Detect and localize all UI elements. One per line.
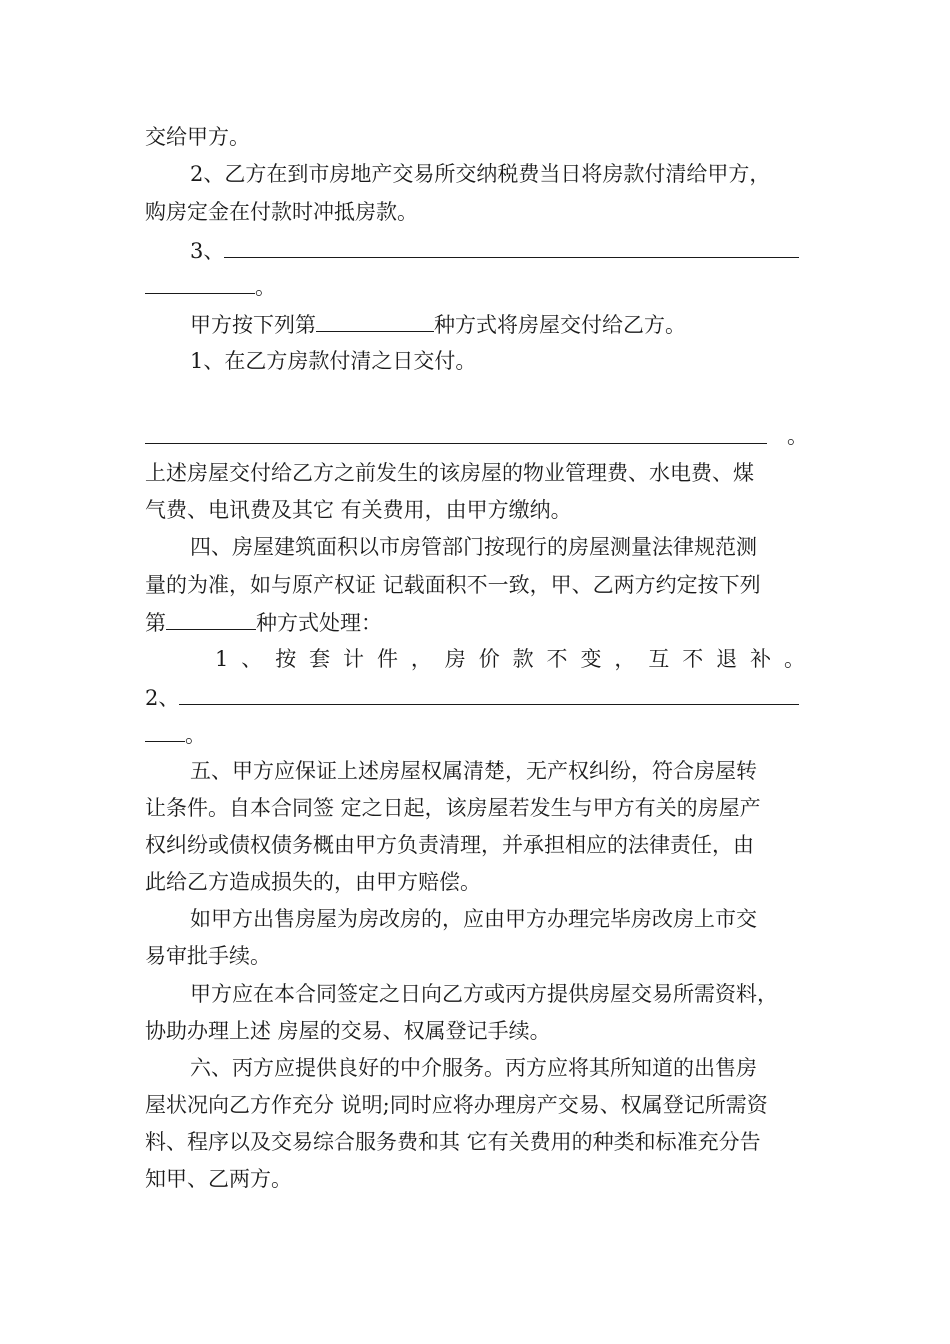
text-segment: 甲方按下列第: [190, 313, 316, 337]
fill-blank[interactable]: [224, 237, 799, 258]
clause-number: 3、: [190, 239, 225, 263]
fill-blank[interactable]: [145, 273, 255, 294]
paragraph-line: 1、在乙方房款付清之日交付。: [190, 349, 477, 373]
paragraph-line: 四、房屋建筑面积以市房管部门按现行的房屋测量法律规范测: [190, 535, 757, 559]
paragraph-line: 料、程序以及交易综合服务费和其 它有关费用的种类和标准充分告: [145, 1130, 761, 1154]
paragraph-line: 知甲、乙两方。: [145, 1167, 292, 1191]
paragraph-line: 2、乙方在到市房地产交易所交纳税费当日将房款付清给甲方，: [190, 162, 771, 186]
clause-number: 2、: [145, 686, 180, 710]
fill-blank[interactable]: [316, 311, 434, 332]
paragraph-line: 此给乙方造成损失的，由甲方赔偿。: [145, 870, 481, 894]
paragraph-line: 让条件。自本合同签 定之日起，该房屋若发生与甲方有关的房屋产: [145, 796, 761, 820]
delivery-method-line: [190, 311, 810, 338]
justified-text: 1、按套计件，房价款不变，互不退补。: [215, 647, 805, 671]
clause-3-continuation: [145, 273, 810, 300]
paragraph-line: 权纠纷或债权债务概由甲方负责清理，并承担相应的法律责任，由: [145, 833, 754, 857]
text-segment: 种方式将房屋交付给乙方。: [434, 313, 686, 337]
fill-blank[interactable]: [166, 609, 256, 630]
paragraph-line: 六、丙方应提供良好的中介服务。丙方应将其所知道的出售房: [190, 1056, 757, 1080]
paragraph-line: 气费、电讯费及其它 有关费用，由甲方缴纳。: [145, 498, 572, 522]
clause-2-blank-line: [145, 423, 810, 450]
text-segment: 第: [145, 611, 166, 635]
paragraph-line: 屋状况向乙方作充分 说明;同时应将办理房产交易、权属登记所需资: [145, 1093, 768, 1117]
area-option-2-line: [145, 684, 810, 711]
paragraph-line: 交给甲方。: [145, 125, 250, 149]
punctuation: 。: [185, 723, 206, 747]
fill-blank[interactable]: [145, 423, 767, 444]
punctuation: 。: [787, 424, 808, 448]
area-option-2-continuation: [145, 721, 810, 748]
paragraph-line: 上述房屋交付给乙方之前发生的该房屋的物业管理费、水电费、煤: [145, 461, 754, 485]
paragraph-line: 甲方应在本合同签定之日向乙方或丙方提供房屋交易所需资料，: [190, 982, 778, 1006]
clause-3-line: [190, 237, 810, 264]
paragraph-line: 如甲方出售房屋为房改房的，应由甲方办理完毕房改房上市交: [190, 907, 757, 931]
paragraph-line: 五、甲方应保证上述房屋权属清楚，无产权纠纷，符合房屋转: [190, 759, 757, 783]
area-method-line: [145, 609, 810, 636]
paragraph-line: 易审批手续。: [145, 944, 271, 968]
punctuation: 。: [255, 275, 276, 299]
paragraph-line: 协助办理上述 房屋的交易、权属登记手续。: [145, 1019, 551, 1043]
fill-blank[interactable]: [145, 721, 185, 742]
fill-blank[interactable]: [179, 684, 799, 705]
paragraph-line: [215, 646, 805, 672]
paragraph-line: 购房定金在付款时冲抵房款。: [145, 200, 418, 224]
paragraph-line: 量的为准，如与原产权证 记载面积不一致，甲、乙两方约定按下列: [145, 573, 761, 597]
text-segment: 种方式处理：: [256, 611, 382, 635]
